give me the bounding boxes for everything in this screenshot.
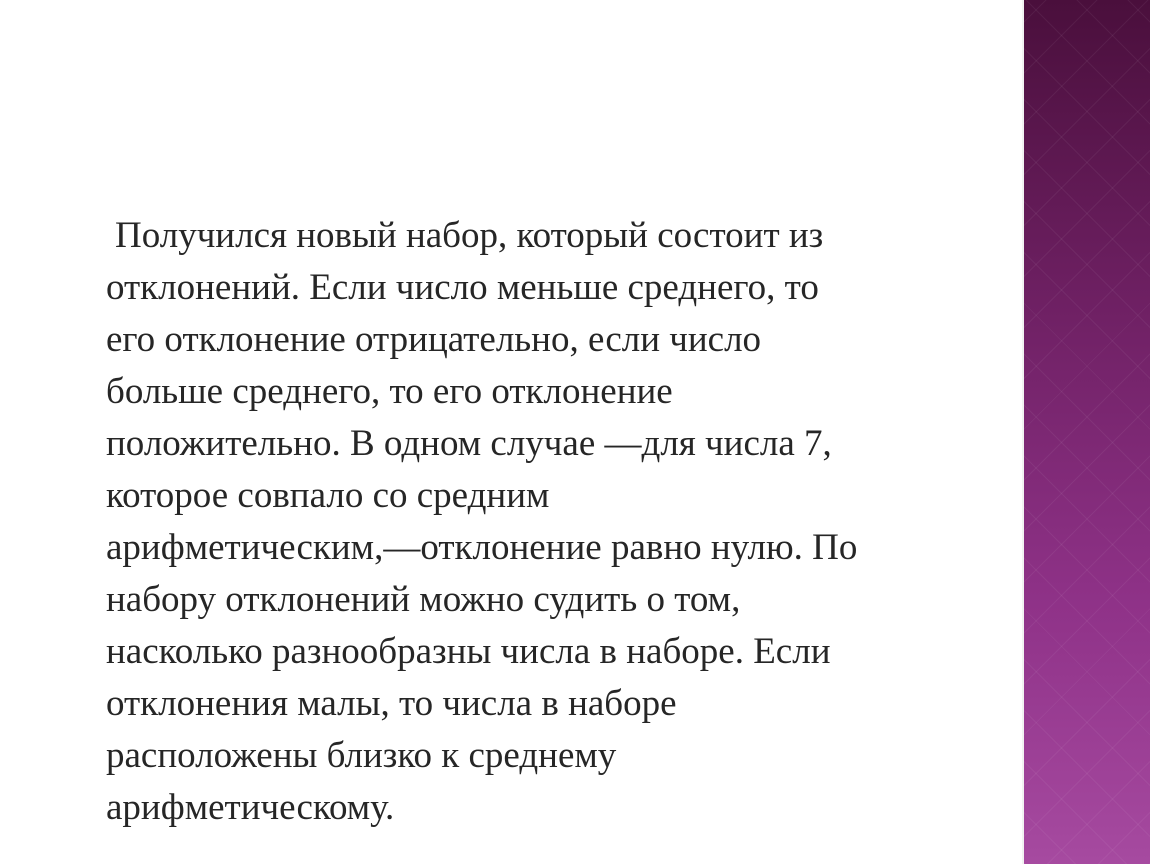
body-text-line: отклонений. Если число меньше среднего, то [106, 267, 819, 308]
body-text-line: больше среднего, то его отклонение [106, 371, 673, 412]
body-text-line: Получился новый набор, который состоит из [115, 215, 824, 256]
body-text-line: его отклонение отрицательно, если число [106, 319, 762, 360]
body-text-line: которое совпало со средним [106, 475, 550, 516]
body-text-line: положительно. В одном случае —для числа 7, [106, 423, 832, 464]
body-text-line: насколько разнообразны числа в наборе. Если [106, 631, 831, 672]
body-text-line: арифметическим,—отклонение равно нулю. По [106, 527, 858, 568]
body-text-line: набору отклонений можно судить о том, [106, 579, 741, 620]
decorative-side-panel [1024, 0, 1150, 864]
body-text-line: арифметическому. [106, 787, 395, 828]
body-text-line: расположены близко к среднему [106, 735, 617, 776]
slide-body-text [106, 210, 986, 834]
body-text-line: отклонения малы, то числа в наборе [106, 683, 677, 724]
